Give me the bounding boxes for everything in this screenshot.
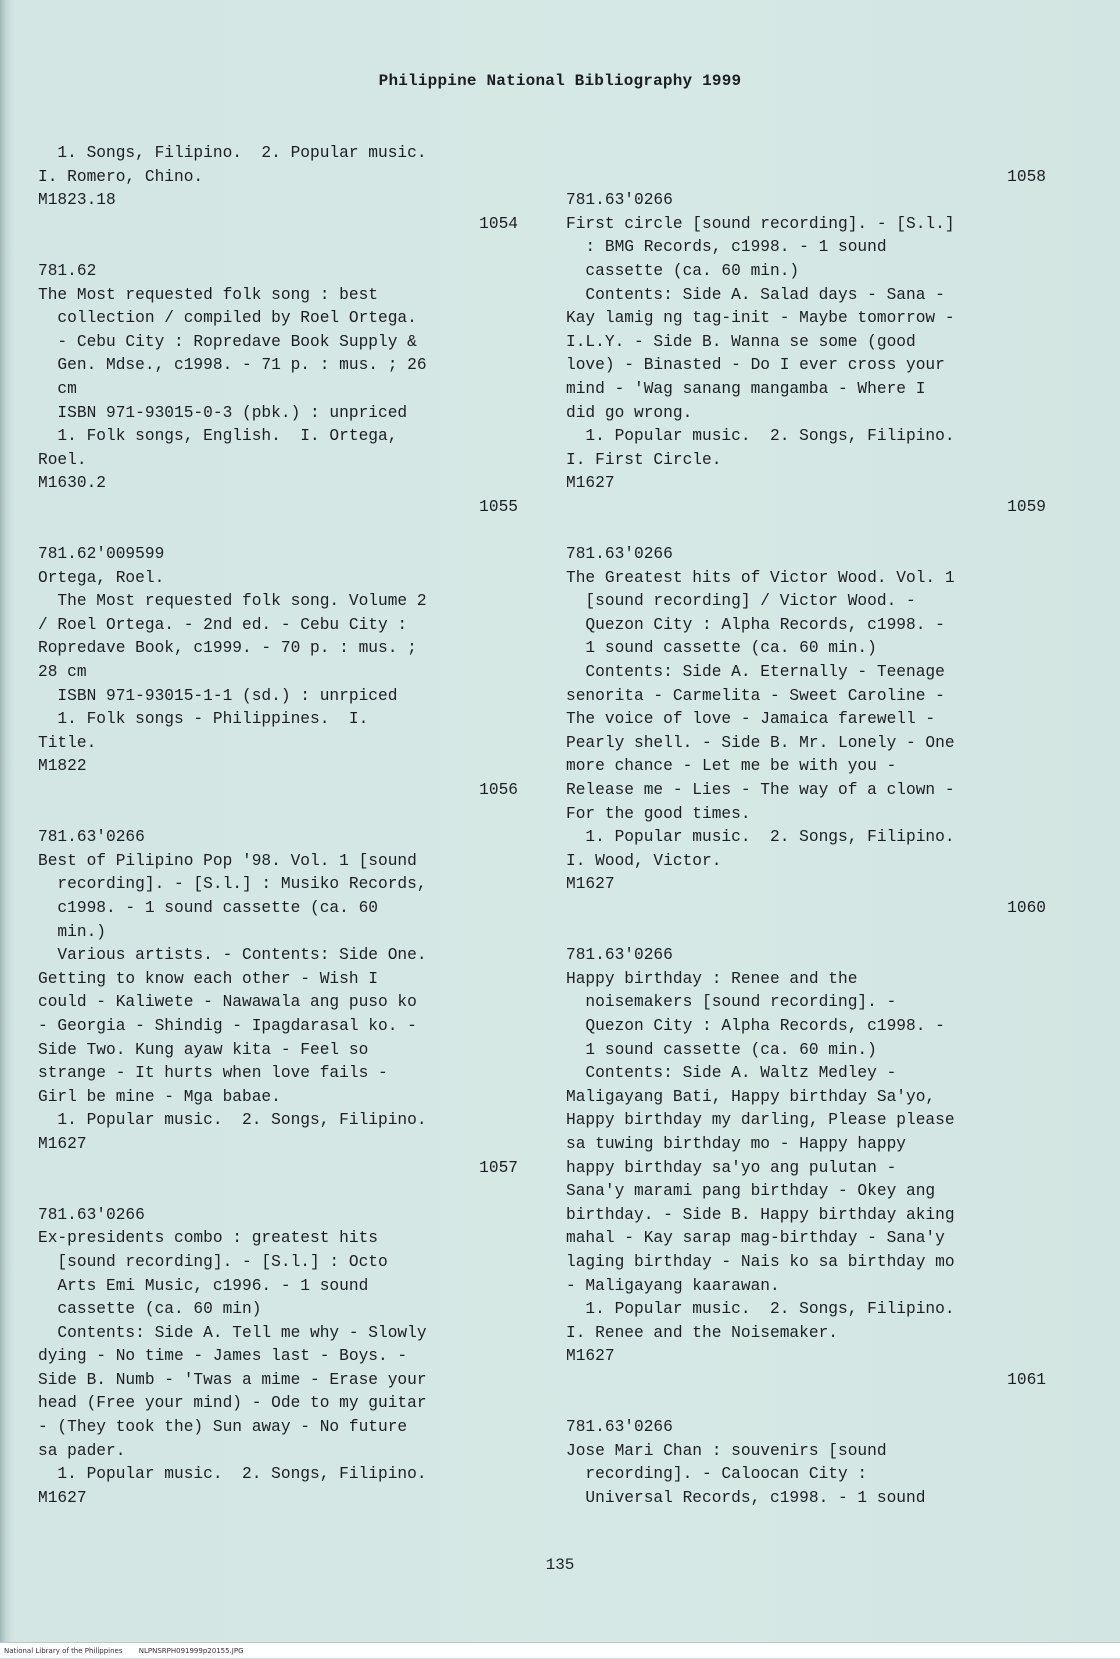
entry-line: I. Wood, Victor. (566, 851, 722, 870)
entry-line: For the good times. (566, 804, 751, 823)
entry-number: 1058 (1007, 167, 1046, 186)
entry-line: 28 cm (38, 663, 87, 682)
entry-number: 1060 (1007, 899, 1046, 917)
entry-line: Jose Mari Chan : souvenirs [sound (566, 1441, 887, 1460)
spacer (38, 1180, 518, 1204)
entry-line: 1 sound cassette (ca. 60 min.) (566, 639, 877, 658)
entry-line: sa tuwing birthday mo - Happy happy (566, 1134, 906, 1153)
left-column (38, 142, 518, 1510)
entry-line: Pearly shell. - Side B. Mr. Lonely - One (566, 733, 955, 752)
entry-line: Title. (38, 733, 97, 752)
entry-line: 1. Songs, Filipino. 2. Popular music. (38, 144, 427, 162)
entry-line: The Greatest hits of Victor Wood. Vol. 1 (566, 568, 955, 587)
entry-line: Sana'y marami pang birthday - Okey ang (566, 1182, 936, 1201)
entry-line: cassette (ca. 60 min.) (566, 261, 800, 280)
entry-number: 1059 (1007, 497, 1046, 516)
entry-line: mahal - Kay sarap mag-birthday - Sana'y (566, 1229, 945, 1248)
entry-line: Release me - Lies - The way of a clown - (566, 781, 955, 800)
entry-line: love) - Binasted - Do I ever cross your (566, 356, 945, 375)
entry-line: laging birthday - Nais ko sa birthday mo (566, 1252, 955, 1271)
entry-line: noisemakers [sound recording]. - (566, 993, 897, 1012)
entry-line: recording]. - Caloocan City : (566, 1465, 868, 1484)
entry-line: ISBN 971-93015-1-1 (sd.) : unrpiced (38, 686, 398, 705)
entry-line: Universal Records, c1998. - 1 sound (566, 1488, 926, 1507)
entry-line: : BMG Records, c1998. - 1 sound (566, 238, 887, 257)
entry-line: M1627 (38, 1134, 87, 1153)
entry-line: Gen. Mdse., c1998. - 71 p. : mus. ; 26 (38, 356, 427, 375)
entry-line: 781.63'0266 (566, 191, 673, 210)
entry-number: 1057 (479, 1158, 518, 1177)
entry-line: Arts Emi Music, c1996. - 1 sound (38, 1276, 369, 1295)
entry-line: cassette (ca. 60 min) (38, 1300, 262, 1319)
entry-line: Kay lamig ng tag-init - Maybe tomorrow - (566, 309, 955, 328)
spacer (566, 520, 1046, 544)
entry-line: Quezon City : Alpha Records, c1998. - (566, 1016, 945, 1035)
entry-line: Getting to know each other - Wish I (38, 969, 378, 988)
entry-line: / Roel Ortega. - 2nd ed. - Cebu City : (38, 615, 408, 634)
entry-line: 781.62'009599 (38, 545, 165, 564)
entry-line: - (They took the) Sun away - No future (38, 1418, 408, 1437)
entry-line: 1 sound cassette (ca. 60 min.) (566, 1040, 877, 1059)
entry-line: Roel. (38, 450, 87, 469)
entry-line: min.) (38, 922, 106, 941)
entry-line: ISBN 971-93015-0-3 (pbk.) : unpriced (38, 403, 408, 422)
entry-line: mind - 'Wag sanang mangamba - Where I (566, 379, 926, 398)
entry-line: I. Romero, Chino. (38, 167, 204, 186)
entry-number: 1061 (1007, 1370, 1046, 1389)
entry-line: Happy birthday : Renee and the (566, 969, 858, 988)
entry-number: 1055 (479, 497, 518, 516)
running-header: Philippine National Bibliography 1999 (378, 72, 742, 90)
entry-line: M1823.18 (38, 191, 116, 210)
entry-line: 1. Popular music. 2. Songs, Filipino. (566, 828, 955, 847)
entry-line: M1627 (566, 474, 615, 493)
entry-line: I.L.Y. - Side B. Wanna se some (good (566, 332, 916, 351)
entry-line: M1822 (38, 757, 87, 776)
entry-line: birthday. - Side B. Happy birthday aking (566, 1205, 955, 1224)
entry-line: 781.63'0266 (38, 1205, 145, 1224)
entry-line: The voice of love - Jamaica farewell - (566, 710, 936, 729)
entry-line: [sound recording]. - [S.l.] : Octo (38, 1252, 388, 1271)
entry-line: collection / compiled by Roel Ortega. (38, 309, 417, 328)
page-number: 135 (545, 1556, 575, 1574)
entry-line: senorita - Carmelita - Sweet Caroline - (566, 686, 945, 705)
entry-line: 1. Popular music. 2. Songs, Filipino. (38, 1111, 427, 1130)
entry-line: 781.63'0266 (38, 828, 145, 847)
entry-line: I. First Circle. (566, 450, 722, 469)
entry-line: - Georgia - Shindig - Ipagdarasal ko. - (38, 1016, 417, 1035)
entry-line: M1627 (38, 1488, 87, 1507)
entry-line: recording]. - [S.l.] : Musiko Records, (38, 875, 427, 894)
entry-line: Contents: Side A. Tell me why - Slowly (38, 1323, 427, 1342)
entry-line: Best of Pilipino Pop '98. Vol. 1 [sound (38, 851, 417, 870)
entry-line: 1. Popular music. 2. Songs, Filipino. (566, 1300, 955, 1319)
entry-line: M1627 (566, 875, 615, 894)
right-column (566, 142, 1046, 1510)
entry-line: 781.62 (38, 261, 97, 280)
entry-line: Ropredave Book, c1999. - 70 p. : mus. ; (38, 639, 417, 658)
entry-line: head (Free your mind) - Ode to my guitar (38, 1394, 427, 1413)
spacer (566, 921, 1046, 945)
spacer (566, 1392, 1046, 1416)
entry-line: 781.63'0266 (566, 1418, 673, 1437)
entry-line: I. Renee and the Noisemaker. (566, 1323, 838, 1342)
entry-line: did go wrong. (566, 403, 693, 422)
spacer (38, 803, 518, 827)
entry-line: The Most requested folk song. Volume 2 (38, 592, 427, 611)
footer-filename: NLPNSRPH091999p20155.JPG (138, 1647, 244, 1655)
entry-line: c1998. - 1 sound cassette (ca. 60 (38, 899, 378, 917)
entry-line: 1. Folk songs, English. I. Ortega, (38, 427, 398, 446)
entry-line: 781.63'0266 (566, 545, 673, 564)
entry-line: Maligayang Bati, Happy birthday Sa'yo, (566, 1087, 936, 1106)
entry-number: 1054 (479, 214, 518, 233)
entry-number: 1056 (479, 781, 518, 800)
entry-line: dying - No time - James last - Boys. - (38, 1347, 408, 1366)
entry-line: happy birthday sa'yo ang pulutan - (566, 1158, 897, 1177)
spacer (38, 236, 518, 260)
entry-line: strange - It hurts when love fails - (38, 1064, 388, 1083)
entry-line: - Cebu City : Ropredave Book Supply & (38, 332, 417, 351)
entry-line: - Maligayang kaarawan. (566, 1276, 780, 1295)
entry-line: 1. Popular music. 2. Songs, Filipino. (566, 427, 955, 446)
entry-line: Ex-presidents combo : greatest hits (38, 1229, 378, 1248)
entry-line: 1. Popular music. 2. Songs, Filipino. (38, 1465, 427, 1484)
entry-line: Happy birthday my darling, Please please (566, 1111, 955, 1130)
entry-line: M1627 (566, 1347, 615, 1366)
spacer (566, 142, 1046, 166)
entry-line: Ortega, Roel. (38, 568, 165, 587)
entry-line: The Most requested folk song : best (38, 285, 378, 304)
entry-line: 1. Folk songs - Philippines. I. (38, 710, 369, 729)
entry-line: 781.63'0266 (566, 946, 673, 965)
entry-line: could - Kaliwete - Nawawala ang puso ko (38, 993, 417, 1012)
entry-line: First circle [sound recording]. - [S.l.] (566, 214, 955, 233)
entry-line: Contents: Side A. Eternally - Teenage (566, 663, 945, 682)
entry-line: M1630.2 (38, 474, 106, 493)
spacer (38, 520, 518, 544)
entry-line: Quezon City : Alpha Records, c1998. - (566, 615, 945, 634)
entry-line: cm (38, 379, 77, 398)
entry-line: Side Two. Kung ayaw kita - Feel so (38, 1040, 369, 1059)
entry-line: more chance - Let me be with you - (566, 757, 897, 776)
scan-footer (0, 1642, 1120, 1658)
entry-line: Various artists. - Contents: Side One. (38, 946, 427, 965)
entry-line: Contents: Side A. Waltz Medley - (566, 1064, 897, 1083)
entry-line: Girl be mine - Mga babae. (38, 1087, 281, 1106)
entry-line: sa pader. (38, 1441, 126, 1460)
entry-line: Contents: Side A. Salad days - Sana - (566, 285, 945, 304)
entry-line: [sound recording] / Victor Wood. - (566, 592, 916, 611)
footer-institution: National Library of the Philippines (4, 1647, 123, 1655)
entry-line: Side B. Numb - 'Twas a mime - Erase your (38, 1370, 427, 1389)
